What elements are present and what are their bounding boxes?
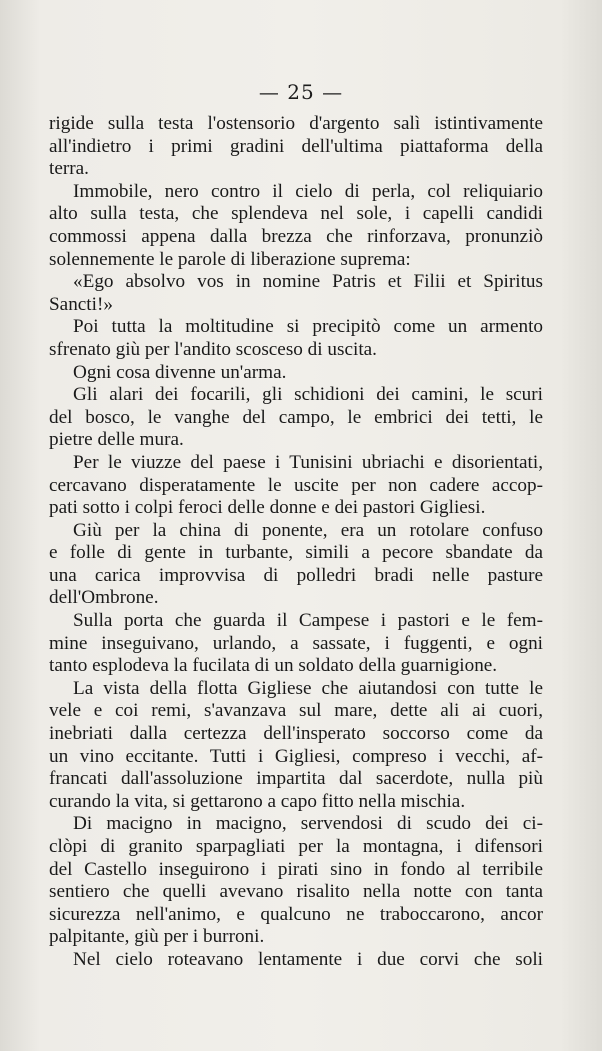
text-line: cercavano disperatamente le uscite per non cadere accop- [49, 474, 543, 496]
text-line: Nel cielo roteavano lentamente i due corvi che soli [73, 948, 543, 970]
text-line: e folle di gente in turbante, simili a pecore sbandate da [49, 542, 543, 564]
text-line: francati dall'assoluzione impartita dal sacerdote, nulla più [49, 768, 543, 790]
body-text [49, 113, 543, 972]
text-line: Per le viuzze del paese i Tunisini ubriachi e disorientati, [73, 451, 543, 473]
text-line: pati sotto i colpi feroci delle donne e dei pastori Gigliesi. [49, 497, 486, 519]
text-line: Poi tutta la moltitudine si precipitò come un armento [73, 316, 543, 338]
text-line: clòpi di granito sparpagliati per la montagna, i difensori [49, 836, 543, 857]
text-line: curando la vita, si gettarono a capo fitto nella mischia. [49, 790, 466, 812]
text-line: inebriati dalla certezza dell'insperato soccorso come da [49, 723, 543, 745]
text-line: mine inseguivano, urlando, a sassate, i fuggenti, e ogni [49, 632, 543, 654]
page-number: — 25 — [258, 80, 344, 104]
text-line: commossi appena dalla brezza che rinforzava, pronunziò [49, 225, 543, 247]
text-line: Giù per la china di ponente, era un rotolare confuso [73, 519, 543, 541]
text-line: sicurezza nell'animo, e qualcuno ne traboccarono, ancor [49, 903, 543, 925]
text-line: Sancti!» [49, 293, 113, 315]
text-line: tanto esplodeva la fucilata di un soldato della guarnigione. [49, 655, 498, 677]
text-line: vele e coi remi, s'avanzava sul mare, dette ali ai cuori, [49, 700, 543, 722]
text-line: del Castello inseguirono i pirati sino in fondo al terribile [49, 858, 543, 880]
text-line: palpitante, giù per i burroni. [49, 926, 265, 948]
text-line: una carica improvvisa di polledri bradi nelle pasture [49, 564, 543, 586]
text-line: Di macigno in macigno, servendosi di scudo dei ci- [73, 813, 543, 835]
text-line: solennemente le parole di liberazione suprema: [49, 248, 411, 270]
text-line: all'indietro i primi gradini dell'ultima piattaforma della [49, 135, 543, 157]
text-line: Immobile, nero contro il cielo di perla, col reliquiario [73, 180, 543, 202]
text-line: «Ego absolvo vos in nomine Patris et Filii et Spiritus [73, 271, 543, 293]
text-line: terra. [49, 158, 89, 180]
text-line: Sulla porta che guarda il Campese i pastori e le fem- [73, 610, 543, 632]
text-line: Gli alari dei focarili, gli schidioni dei camini, le scuri [73, 384, 543, 406]
text-line: sfrenato giù per l'andito scosceso di uscita. [49, 338, 377, 360]
text-line: pietre delle mura. [49, 429, 184, 451]
text-line: alto sulla testa, che splendeva nel sole, i capelli candidi [49, 203, 543, 225]
text-line: del bosco, le vanghe del campo, le embrici dei tetti, le [49, 406, 543, 428]
text-line: rigide sulla testa l'ostensorio d'argento salì istintivamente [49, 113, 543, 134]
text-line: un vino eccitante. Tutti i Gigliesi, compreso i vecchi, af- [49, 745, 543, 767]
text-line: sentiero che quelli avevano risalito nella notte con tanta [49, 881, 543, 903]
text-line: dell'Ombrone. [49, 587, 159, 609]
text-line: La vista della flotta Gigliese che aiutandosi con tutte le [73, 677, 543, 699]
text-line: Ogni cosa divenne un'arma. [73, 361, 287, 383]
